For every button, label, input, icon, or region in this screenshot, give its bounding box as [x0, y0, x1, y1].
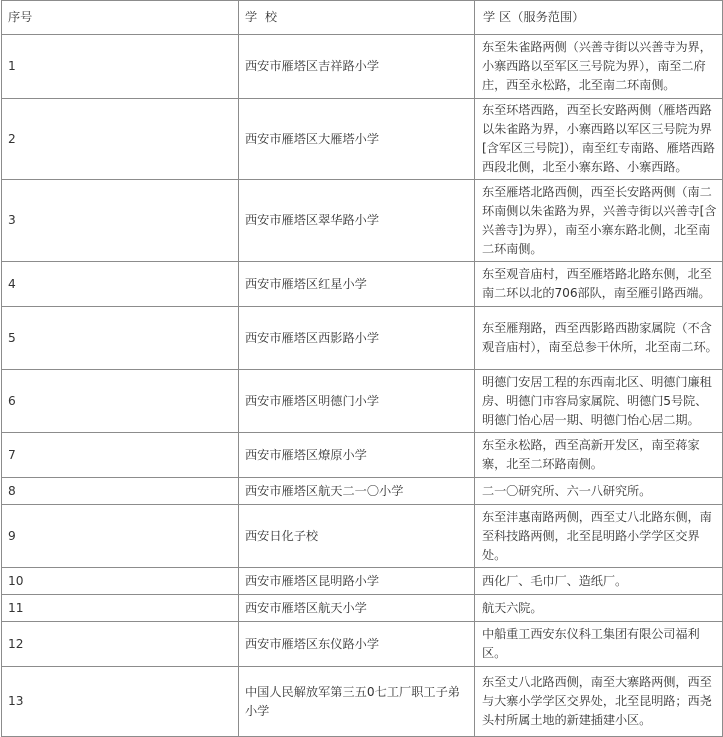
row-school: 西安市雁塔区西影路小学 [239, 307, 475, 370]
row-no: 10 [2, 568, 239, 595]
row-no: 2 [2, 99, 239, 180]
school-district-table [1, 0, 723, 737]
table-row [2, 478, 723, 505]
row-district: 东至丈八北路西侧，南至大寨路两侧，西至与大寨小学学区交界处，北至昆明路；西尧头村所属土地的新建插建小区。 [475, 667, 723, 737]
table-row [2, 307, 723, 370]
table-row [2, 370, 723, 433]
row-school: 西安市雁塔区大雁塔小学 [239, 99, 475, 180]
table-row [2, 505, 723, 568]
row-no: 1 [2, 35, 239, 99]
row-no: 8 [2, 478, 239, 505]
row-no: 7 [2, 433, 239, 478]
row-no: 9 [2, 505, 239, 568]
row-district: 东至雁塔北路西侧，西至长安路两侧（南二环南侧以朱雀路为界，兴善寺街以兴善寺[含兴善寺]为界），南至小寨东路北侧，北至南二环南侧。 [475, 180, 723, 262]
row-district: 中船重工西安东仪科工集团有限公司福利区。 [475, 622, 723, 667]
row-district: 航天六院。 [475, 595, 723, 622]
header-school: 学 校 [239, 1, 475, 35]
header-no: 序号 [2, 1, 239, 35]
row-school: 西安市雁塔区东仪路小学 [239, 622, 475, 667]
table-row [2, 667, 723, 737]
row-school: 西安日化子校 [239, 505, 475, 568]
row-no: 4 [2, 262, 239, 307]
table-row [2, 180, 723, 262]
row-district: 东至环塔西路，西至长安路两侧（雁塔西路以朱雀路为界，小寨西路以军区三号院为界[含军区三号院]），南至红专南路、雁塔西路西段北侧，北至小寨东路、小寨西路。 [475, 99, 723, 180]
table-row [2, 568, 723, 595]
table-row [2, 622, 723, 667]
row-district: 东至朱雀路两侧（兴善寺街以兴善寺为界，小寨西路以至军区三号院为界），南至二府庄，西至永松路，北至南二环南侧。 [475, 35, 723, 99]
row-school: 西安市雁塔区翠华路小学 [239, 180, 475, 262]
row-no: 3 [2, 180, 239, 262]
row-school: 西安市雁塔区燎原小学 [239, 433, 475, 478]
row-no: 5 [2, 307, 239, 370]
table-row [2, 433, 723, 478]
table-row [2, 595, 723, 622]
table-row [2, 99, 723, 180]
table-row [2, 35, 723, 99]
row-school: 西安市雁塔区红星小学 [239, 262, 475, 307]
row-no: 11 [2, 595, 239, 622]
row-district: 东至雁翔路，西至西影路西勘家属院（不含观音庙村），南至总参干休所，北至南二环。 [475, 307, 723, 370]
row-school: 西安市雁塔区明德门小学 [239, 370, 475, 433]
row-school: 西安市雁塔区昆明路小学 [239, 568, 475, 595]
header-district: 学 区（服务范围） [475, 1, 723, 35]
table-header-row [2, 1, 723, 35]
row-district: 西化厂、毛巾厂、造纸厂。 [475, 568, 723, 595]
row-no: 6 [2, 370, 239, 433]
row-no: 13 [2, 667, 239, 737]
row-district: 东至沣惠南路两侧，西至丈八北路东侧，南至科技路两侧，北至昆明路小学学区交界处。 [475, 505, 723, 568]
row-school: 中国人民解放军第三五0七工厂职工子弟小学 [239, 667, 475, 737]
row-school: 西安市雁塔区航天二一〇小学 [239, 478, 475, 505]
table-row [2, 262, 723, 307]
row-district: 东至永松路，西至高新开发区，南至蒋家寨，北至二环路南侧。 [475, 433, 723, 478]
row-district: 二一〇研究所、六一八研究所。 [475, 478, 723, 505]
row-school: 西安市雁塔区航天小学 [239, 595, 475, 622]
row-school: 西安市雁塔区吉祥路小学 [239, 35, 475, 99]
row-no: 12 [2, 622, 239, 667]
row-district: 明德门安居工程的东西南北区、明德门廉租房、明德门市容局家属院、明德门5号院、明德门怡心居一期、明德门怡心居二期。 [475, 370, 723, 433]
row-district: 东至观音庙村，西至雁塔路北路东侧，北至南二环以北的706部队，南至雁引路西端。 [475, 262, 723, 307]
